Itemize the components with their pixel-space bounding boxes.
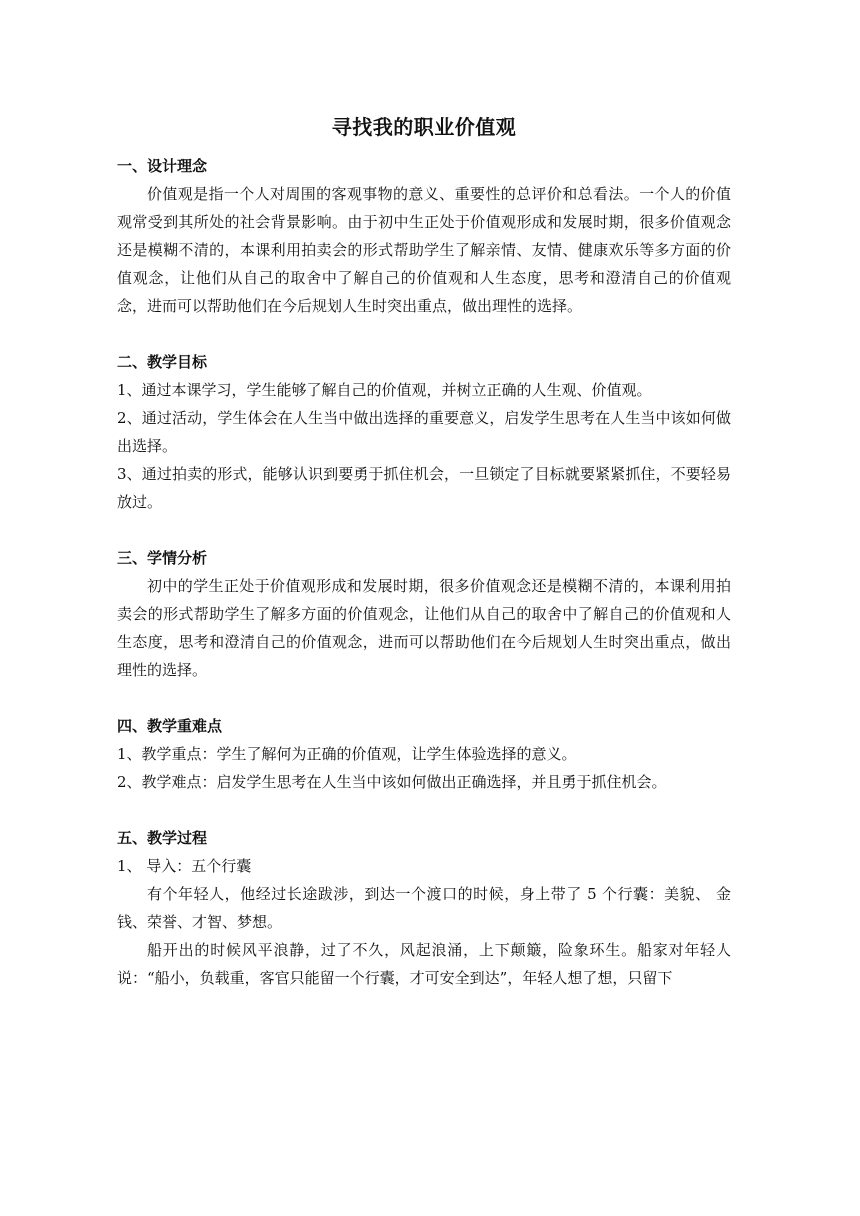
section-heading-student-analysis: 三、学情分析 (117, 549, 208, 567)
list-item-objective-2: 2、通过活动，学生体会在人生当中做出选择的重要意义，启发学生思考在人生当中该如何做出选择。 (117, 409, 731, 455)
section-gap (117, 516, 731, 544)
document-title: 寻找我的职业价值观 (331, 115, 517, 139)
section-heading-key-difficult-points: 四、教学重难点 (117, 717, 223, 735)
paragraph-student-analysis: 初中的学生正处于价值观形成和发展时期，很多价值观念还是模糊不清的，本课利用拍卖会的形式帮助学生了解多方面的价值观念，让他们从自己的取舍中了解自己的价值观和人生态度，思考和澄清自己的价值观念，进而可以帮助他们在今后规划人生时突出重点，做出理性的选择。 (117, 577, 731, 679)
list-item-introduction: 1、 导入：五个行囊 (117, 857, 252, 875)
section-heading-teaching-objectives: 二、教学目标 (117, 353, 208, 371)
list-item-key-point: 1、教学重点：学生了解何为正确的价值观，让学生体验选择的意义。 (117, 745, 577, 763)
list-item-difficult-point: 2、教学难点：启发学生思考在人生当中该如何做出正确选择，并且勇于抓住机会。 (117, 773, 667, 791)
section-gap (117, 684, 731, 712)
section-gap (117, 320, 731, 348)
document-page (117, 112, 731, 992)
paragraph-design-concept: 价值观是指一个人对周围的客观事物的意义、重要性的总评价和总看法。一个人的价值观常受到其所处的社会背景影响。由于初中生正处于价值观形成和发展时期，很多价值观念还是模糊不清的，本课利用拍卖会的形式帮助学生了解亲情、友情、健康欢乐等多方面的价值观念，让他们从自己的取舍中了解自己的价值观和人生态度，思考和澄清自己的价值观念，进而可以帮助他们在今后规划人生时突出重点，做出理性的选择。 (117, 185, 731, 315)
paragraph-story-1: 有个年轻人，他经过长途跋涉，到达一个渡口的时候，身上带了 5 个行囊：美貌、 金钱、荣誉、才智、梦想。 (117, 885, 731, 931)
section-heading-design-concept: 一、设计理念 (117, 157, 208, 175)
paragraph-story-2: 船开出的时候风平浪静，过了不久，风起浪涌，上下颠簸，险象环生。船家对年轻人说：“船小，负载重，客官只能留一个行囊，才可安全到达”，年轻人想了想，只留下 (117, 941, 731, 987)
section-gap (117, 796, 731, 824)
list-item-objective-1: 1、通过本课学习，学生能够了解自己的价值观，并树立正确的人生观、价值观。 (117, 381, 652, 399)
section-heading-teaching-process: 五、教学过程 (117, 829, 208, 847)
list-item-objective-3: 3、通过拍卖的形式，能够认识到要勇于抓住机会，一旦锁定了目标就要紧紧抓住，不要轻易放过。 (117, 465, 731, 511)
